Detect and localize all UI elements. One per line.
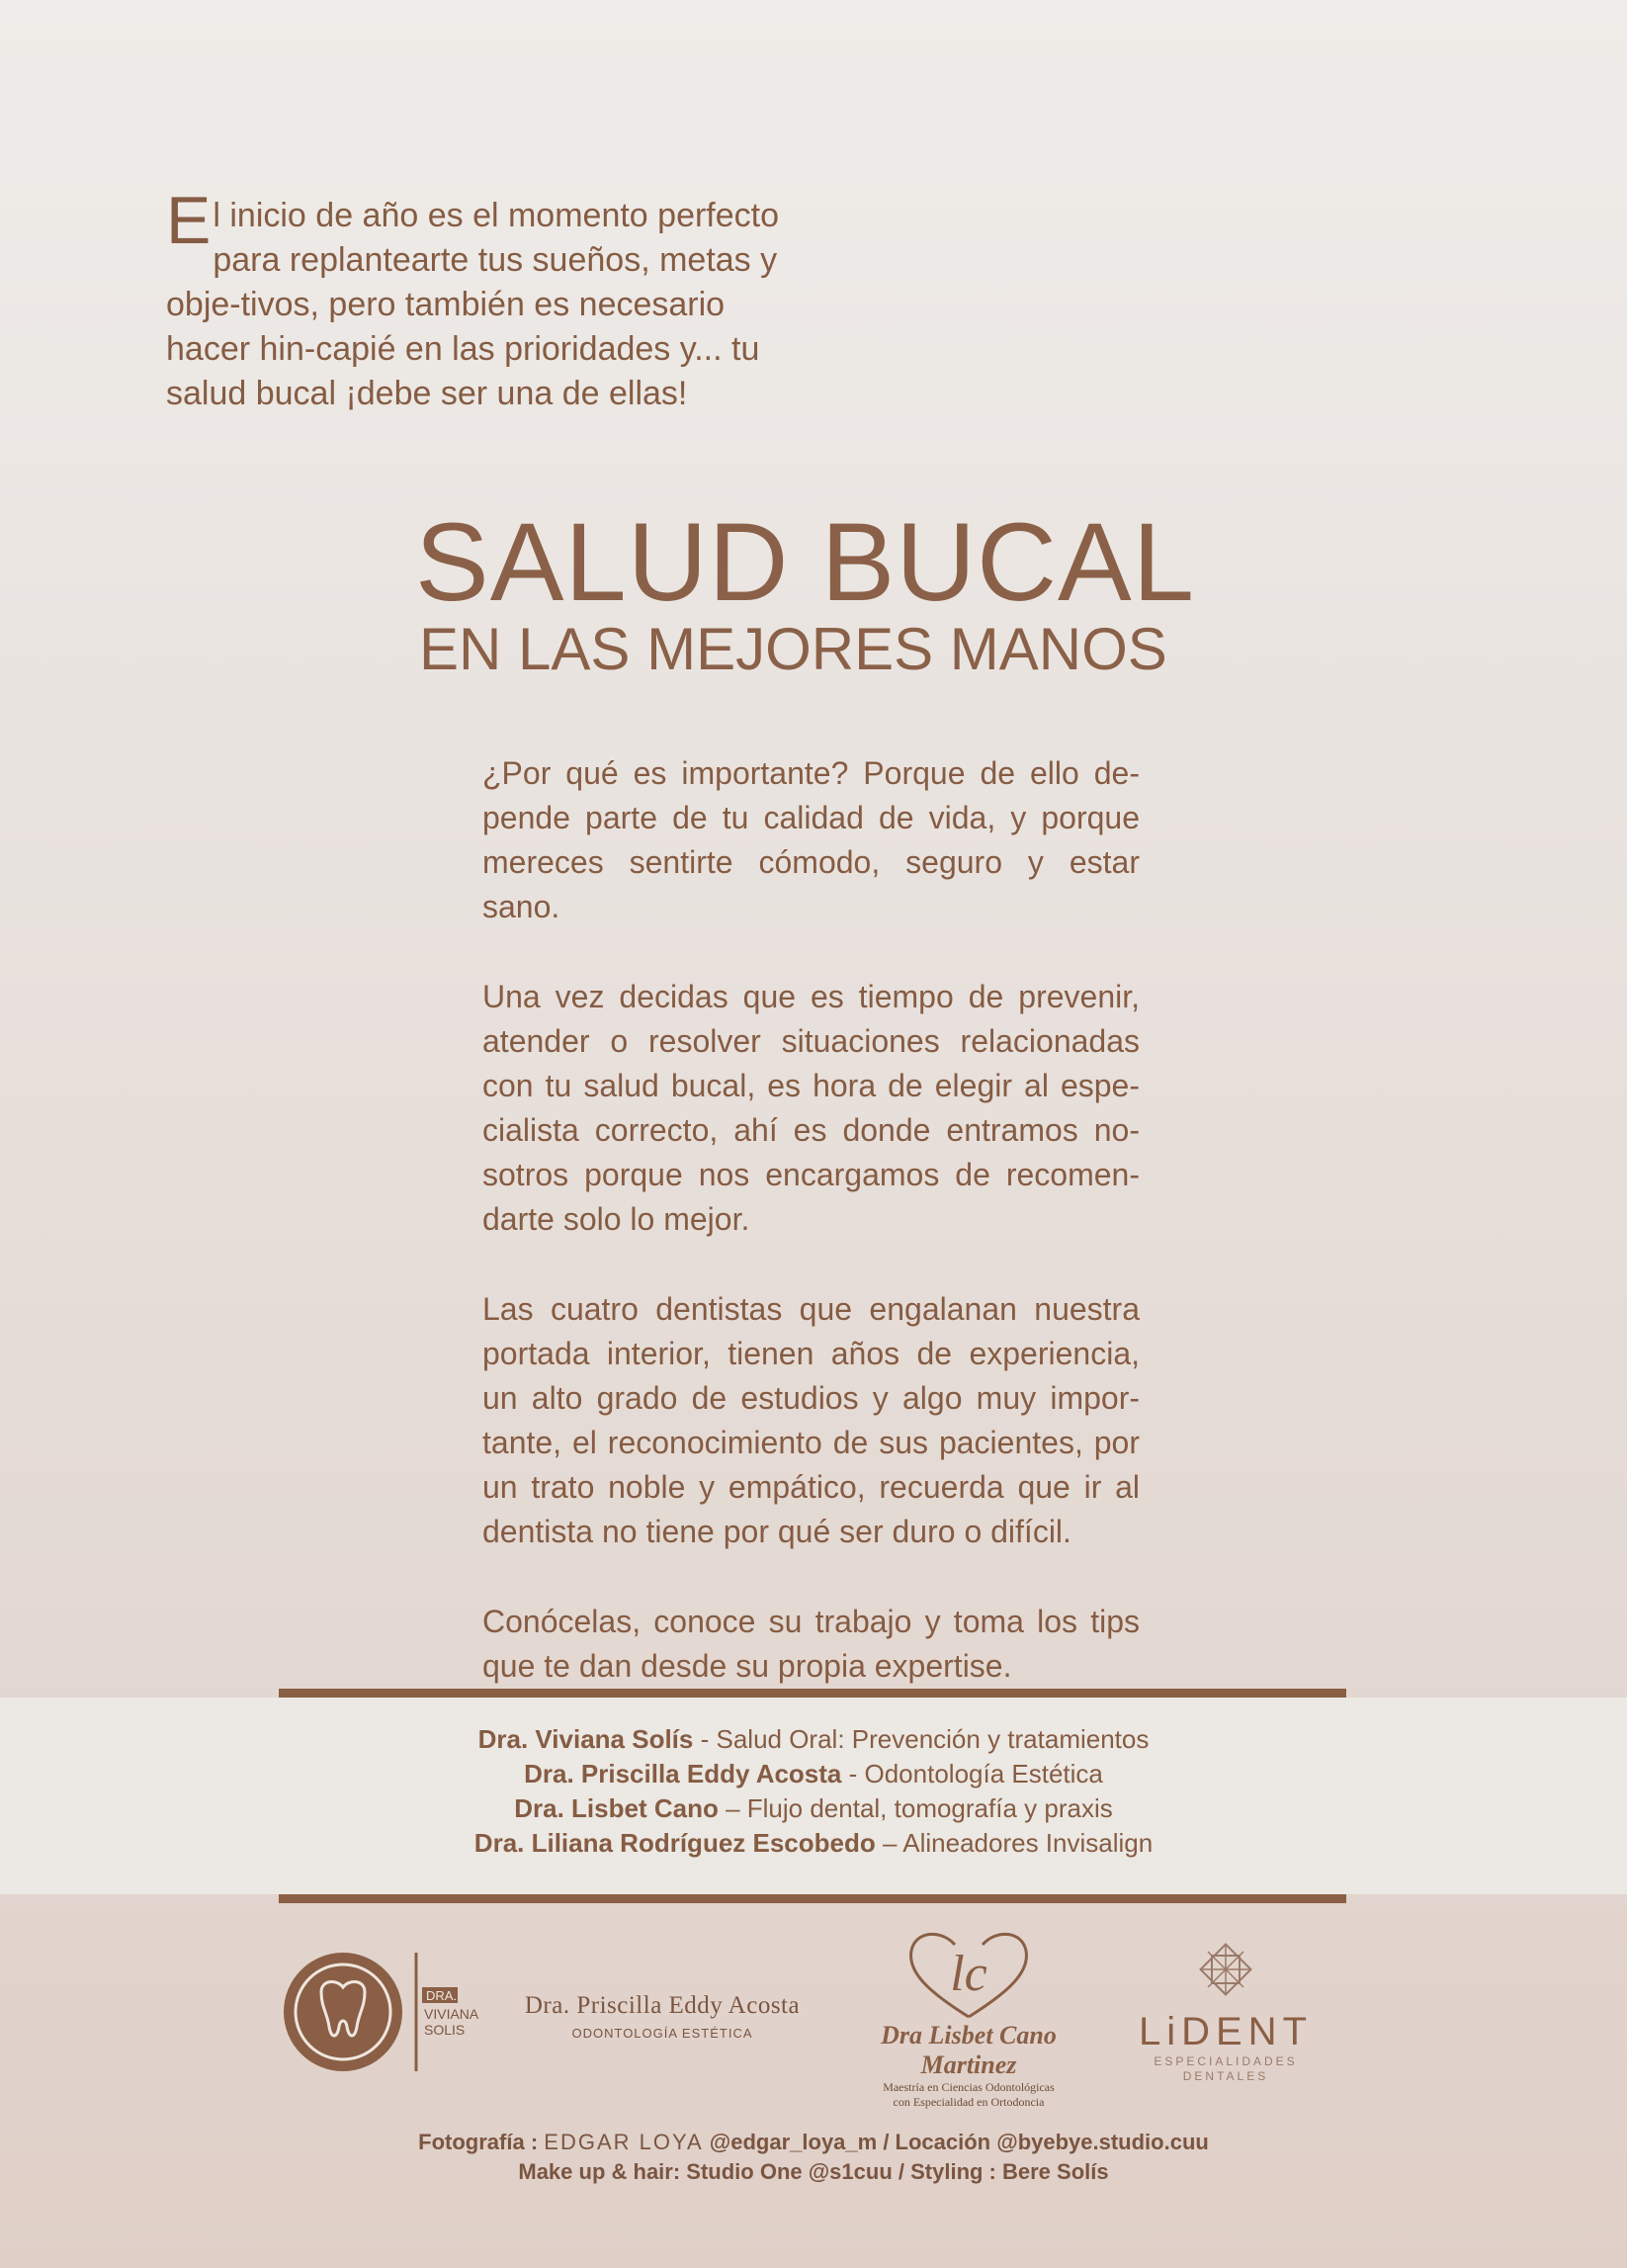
svg-text:lc: lc (950, 1946, 987, 2002)
logo-lident-sub1: ESPECIALIDADES (1154, 2054, 1298, 2068)
intro-paragraph (166, 183, 799, 416)
logo-priscilla-eddy (514, 1992, 811, 2041)
logo-priscilla-name: Dra. Priscilla Eddy Acosta (524, 1992, 801, 2019)
doctor-line: Dra. Priscilla Eddy Acosta - Odontología Estética (524, 1759, 1103, 1788)
photo-credits (0, 2128, 1627, 2187)
styling-credit-line: Make up & hair: Studio One @s1cuu / Styling : Bere Solís (518, 2159, 1109, 2184)
logo-lident-name: LiDENT (1138, 2010, 1314, 2053)
drop-cap: E (166, 183, 212, 258)
article-body (482, 751, 1140, 1734)
logo-lident (1127, 1938, 1325, 2084)
svg-text:DRA.: DRA. (426, 1988, 458, 2003)
logo-lisbet-cano (840, 1923, 1097, 2110)
sponsor-logos (0, 1923, 1627, 2109)
lattice-icon (1194, 1938, 1257, 2001)
svg-text:SOLIS: SOLIS (424, 2022, 466, 2038)
heart-monogram-icon (890, 1923, 1048, 2022)
doctor-line: Dra. Liliana Rodríguez Escobedo – Alineadores Invisalign (473, 1828, 1154, 1858)
body-paragraph: ¿Por qué es importante? Porque de ello de-pende parte de tu calidad de vida, y porque mereces sentirte cómodo, seguro y estar sano. (482, 755, 1140, 924)
body-paragraph: Una vez decidas que es tiempo de prevenir, atender o resolver situaciones relacionadas con tu salud bucal, es hora de elegir al espe-cialista correcto, ahí es donde entramos no-sotros porque nos encargamos de recomen-darte solo lo mejor. (482, 979, 1140, 1237)
logo-priscilla-sub: ODONTOLOGÍA ESTÉTICA (571, 2026, 753, 2041)
logo-lisbet-sub2: con Especialidad en Ortodoncia (893, 2095, 1045, 2109)
doctor-list (0, 1722, 1627, 1861)
body-paragraph: Las cuatro dentistas que engalanan nuestra portada interior, tienen años de experiencia, un alto grado de estudios y algo muy impor-tante, el reconocimiento de sus pacientes, por un trato noble y empático, recuerda que ir al dentista no tiene por qué ser duro o difícil. (482, 1291, 1140, 1549)
photo-credit-line: Fotografía : EDGAR LOYA @edgar_loya_m / Locación @byebye.studio.cuu (418, 2130, 1209, 2154)
doctor-line: Dra. Viviana Solís - Salud Oral: Prevención y tratamientos (477, 1724, 1150, 1754)
headline-subtitle: EN LAS MEJORES MANOS (419, 616, 1167, 682)
logo-viviana-solis (282, 1948, 499, 2071)
logo-lisbet-sub1: Maestría en Ciencias Odontológicas (883, 2080, 1055, 2094)
divider-bottom (279, 1894, 1346, 1903)
intro-text: l inicio de año es el momento perfecto para replantearte tus sueños, metas y obje-tivos, pero también es necesario hacer hin-capié en las prioridades y... tu salud bucal ¡debe ser una de ellas! (166, 197, 780, 412)
divider-top (279, 1689, 1346, 1698)
doctor-line: Dra. Lisbet Cano – Flujo dental, tomografía y praxis (514, 1793, 1113, 1823)
tooth-icon (282, 1948, 499, 2076)
body-paragraph: Conócelas, conoce su trabajo y toma los tips que te dan desde su propia expertise. (482, 1604, 1140, 1684)
svg-text:VIVIANA: VIVIANA (424, 2006, 479, 2022)
headline-title: SALUD BUCAL (415, 500, 1196, 624)
logo-lisbet-name: Dra Lisbet Cano Martinez (881, 2021, 1057, 2079)
logo-lident-sub2: DENTALES (1182, 2069, 1269, 2083)
